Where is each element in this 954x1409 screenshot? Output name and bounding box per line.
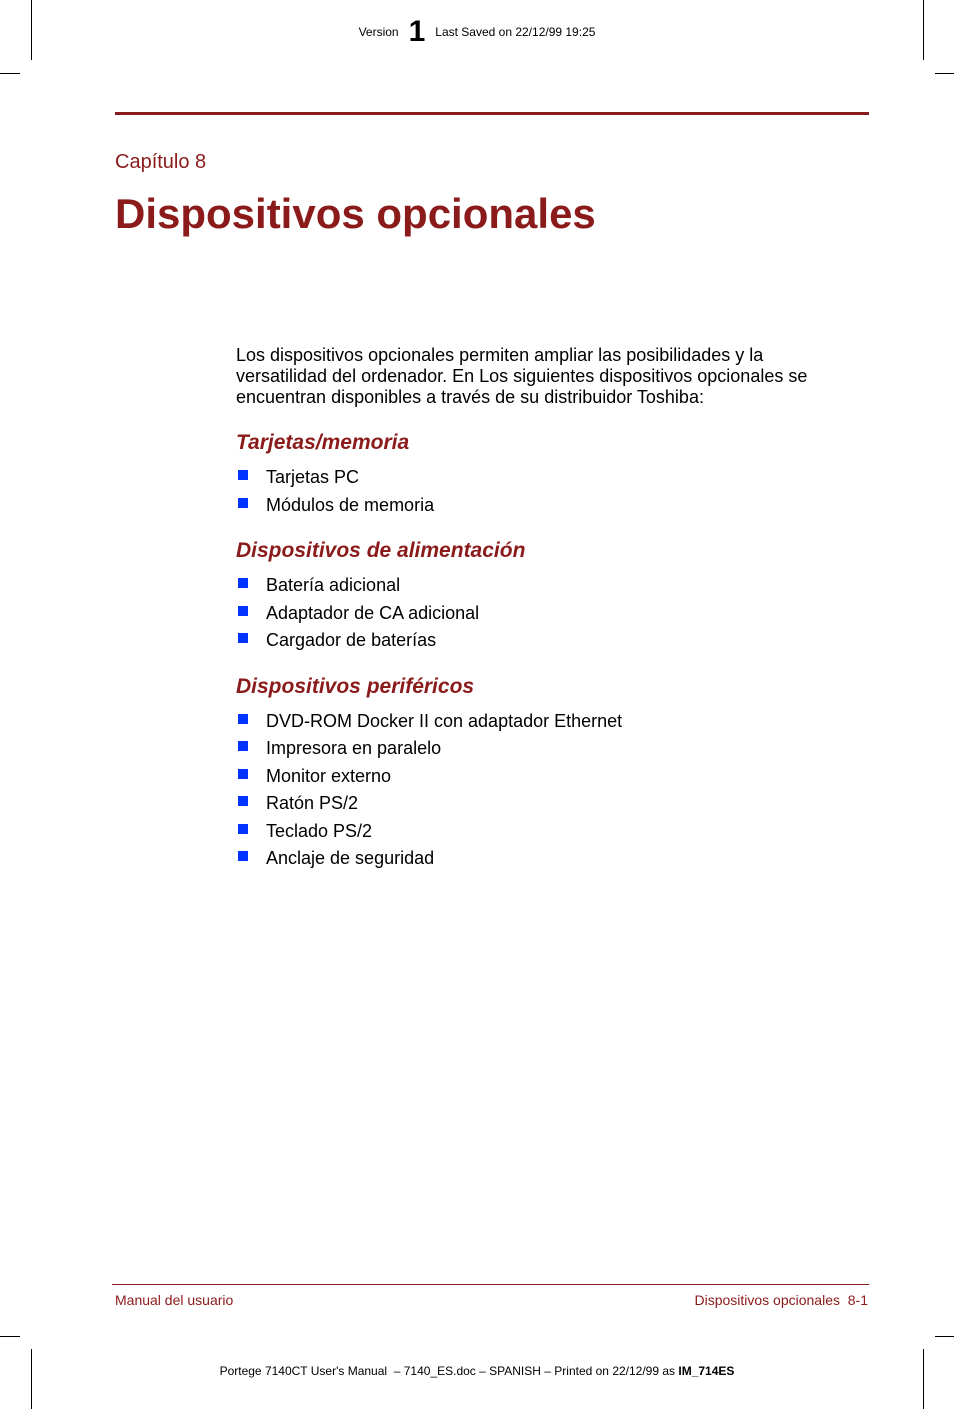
print-info-text: Portege 7140CT User's Manual – 7140_ES.doc – SPANISH – Printed on 22/12/99 as — [219, 1364, 679, 1378]
list-item-text: Módulos de memoria — [266, 494, 435, 515]
list-item — [236, 600, 856, 628]
list-item-text: Cargador de baterías — [266, 630, 437, 650]
crop-mark-bottom-left-vertical — [31, 1349, 32, 1409]
square-bullet-icon — [238, 824, 248, 834]
list-item-text: Batería adicional — [266, 575, 401, 595]
crop-mark-top-right-horizontal — [935, 73, 954, 74]
list-item — [236, 708, 856, 736]
list-item — [236, 845, 856, 873]
list-item — [236, 464, 856, 492]
list-item-text: Adaptador de CA adicional — [266, 602, 480, 623]
list-item — [236, 818, 856, 846]
bottom-rule — [112, 1284, 869, 1285]
section-heading: Tarjetas/memoria — [236, 431, 410, 454]
bullet-list — [236, 708, 856, 873]
list-item — [236, 627, 856, 655]
square-bullet-icon — [238, 796, 248, 806]
square-bullet-icon — [238, 741, 248, 751]
square-bullet-icon — [238, 769, 248, 779]
list-item — [236, 790, 856, 818]
square-bullet-icon — [238, 851, 248, 861]
main-content — [236, 345, 856, 892]
crop-mark-bottom-right-horizontal — [935, 1336, 954, 1337]
square-bullet-icon — [238, 498, 248, 508]
list-item-text: Tarjetas PC — [266, 467, 360, 487]
list-item-text: Impresora en paralelo — [266, 738, 442, 758]
bullet-list — [236, 572, 856, 655]
square-bullet-icon — [238, 578, 248, 588]
crop-mark-top-left-horizontal — [0, 73, 20, 74]
version-header — [0, 15, 954, 48]
square-bullet-icon — [238, 633, 248, 643]
section-heading: Dispositivos de alimentación — [236, 539, 526, 562]
crop-mark-bottom-left-horizontal — [0, 1336, 20, 1337]
list-item — [236, 572, 856, 600]
square-bullet-icon — [238, 714, 248, 724]
list-item — [236, 735, 856, 763]
crop-mark-bottom-right-vertical — [923, 1349, 924, 1409]
sections-container — [236, 430, 856, 873]
bullet-list — [236, 464, 856, 519]
list-item — [236, 492, 856, 520]
list-item — [236, 763, 856, 791]
intro-paragraph: Los dispositivos opcionales permiten ampliar las posibilidades y la versatilidad del ordenador. En Los siguientes dispositivos opcionales se encuentran disponibles a través de su distribuidor Toshiba: — [236, 345, 808, 407]
version-number: 1 — [408, 15, 426, 48]
list-item-text: Anclaje de seguridad — [266, 848, 435, 868]
list-item-text: Ratón PS/2 — [266, 793, 359, 813]
list-item-text: DVD-ROM Docker II con adaptador Ethernet — [266, 710, 623, 731]
section-heading: Dispositivos periféricos — [236, 674, 475, 698]
top-rule — [115, 112, 869, 115]
print-info-code: IM_714ES — [678, 1364, 735, 1378]
list-item-text: Monitor externo — [266, 765, 392, 786]
square-bullet-icon — [238, 470, 248, 480]
last-saved: Last Saved on 22/12/99 19:25 — [435, 25, 596, 39]
version-label: Version — [358, 25, 399, 39]
print-info — [0, 1364, 954, 1378]
square-bullet-icon — [238, 606, 248, 616]
chapter-label: Capítulo 8 — [115, 151, 207, 173]
footer-manual-name: Manual del usuario — [115, 1292, 234, 1308]
list-item-text: Teclado PS/2 — [266, 820, 373, 841]
footer-page-ref: Dispositivos opcionales 8-1 — [694, 1292, 868, 1308]
page-title: Dispositivos opcionales — [115, 190, 596, 237]
